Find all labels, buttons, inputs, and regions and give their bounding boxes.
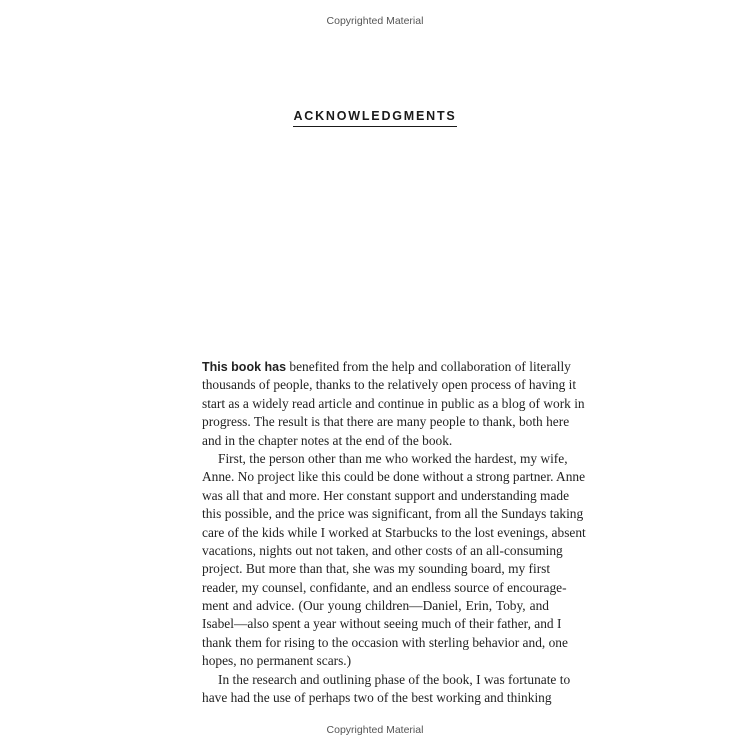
line-text: benefited from the help and collaboration of literally bbox=[286, 359, 571, 374]
watermark-bottom: Copyrighted Material bbox=[326, 724, 424, 736]
paragraph-2-line-6: vacations, nights out not taken, and other costs of an all-consuming bbox=[202, 542, 563, 558]
page-heading: ACKNOWLEDGMENTS bbox=[293, 109, 456, 127]
paragraph-3-line-2: have had the use of perhaps two of the best working and thinking bbox=[202, 690, 552, 706]
paragraph-2-line-7: project. But more than that, she was my sounding board, my first bbox=[202, 561, 551, 577]
paragraph-1-line-2: thousands of people, thanks to the relatively open process of having it bbox=[202, 377, 577, 393]
paragraph-2-line-10: Isabel—also spent a year without seeing much of their father, and I bbox=[202, 616, 562, 632]
paragraph-3-line-1: In the research and outlining phase of the book, I was fortunate to bbox=[218, 671, 571, 687]
paragraph-2-line-9: ment and advice. (Our young children—Daniel, Erin, Toby, and bbox=[202, 598, 549, 614]
paragraph-1-line-3: start as a widely read article and continue in public as a blog of work in bbox=[202, 395, 585, 411]
paragraph-lead-in: This book has bbox=[202, 360, 287, 374]
paragraph-2-line-12: hopes, no permanent scars.) bbox=[202, 653, 352, 669]
paragraph-1-line-1 bbox=[202, 358, 571, 376]
paragraph-1-line-4: progress. The result is that there are many people to thank, both here bbox=[202, 414, 570, 430]
paragraph-2-line-3: was all that and more. Her constant support and understanding made bbox=[202, 487, 570, 503]
paragraph-2-line-5: care of the kids while I worked at Starbucks to the lost evenings, absent bbox=[202, 524, 586, 540]
paragraph-2-line-8: reader, my counsel, confidante, and an endless source of encourage- bbox=[202, 579, 567, 595]
watermark-top: Copyrighted Material bbox=[326, 15, 424, 27]
heading-container bbox=[0, 107, 750, 127]
paragraph-2-line-1: First, the person other than me who worked the hardest, my wife, bbox=[218, 450, 568, 466]
paragraph-2-line-4: this possible, and the price was significant, from all the Sundays taking bbox=[202, 506, 584, 522]
body-text bbox=[202, 358, 586, 707]
paragraph-2-line-11: thank them for rising to the occasion with sterling behavior and, one bbox=[202, 634, 568, 650]
paragraph-2-line-2: Anne. No project like this could be done without a strong partner. Anne bbox=[202, 469, 586, 485]
paragraph-1-line-5: and in the chapter notes at the end of the book. bbox=[202, 432, 453, 448]
